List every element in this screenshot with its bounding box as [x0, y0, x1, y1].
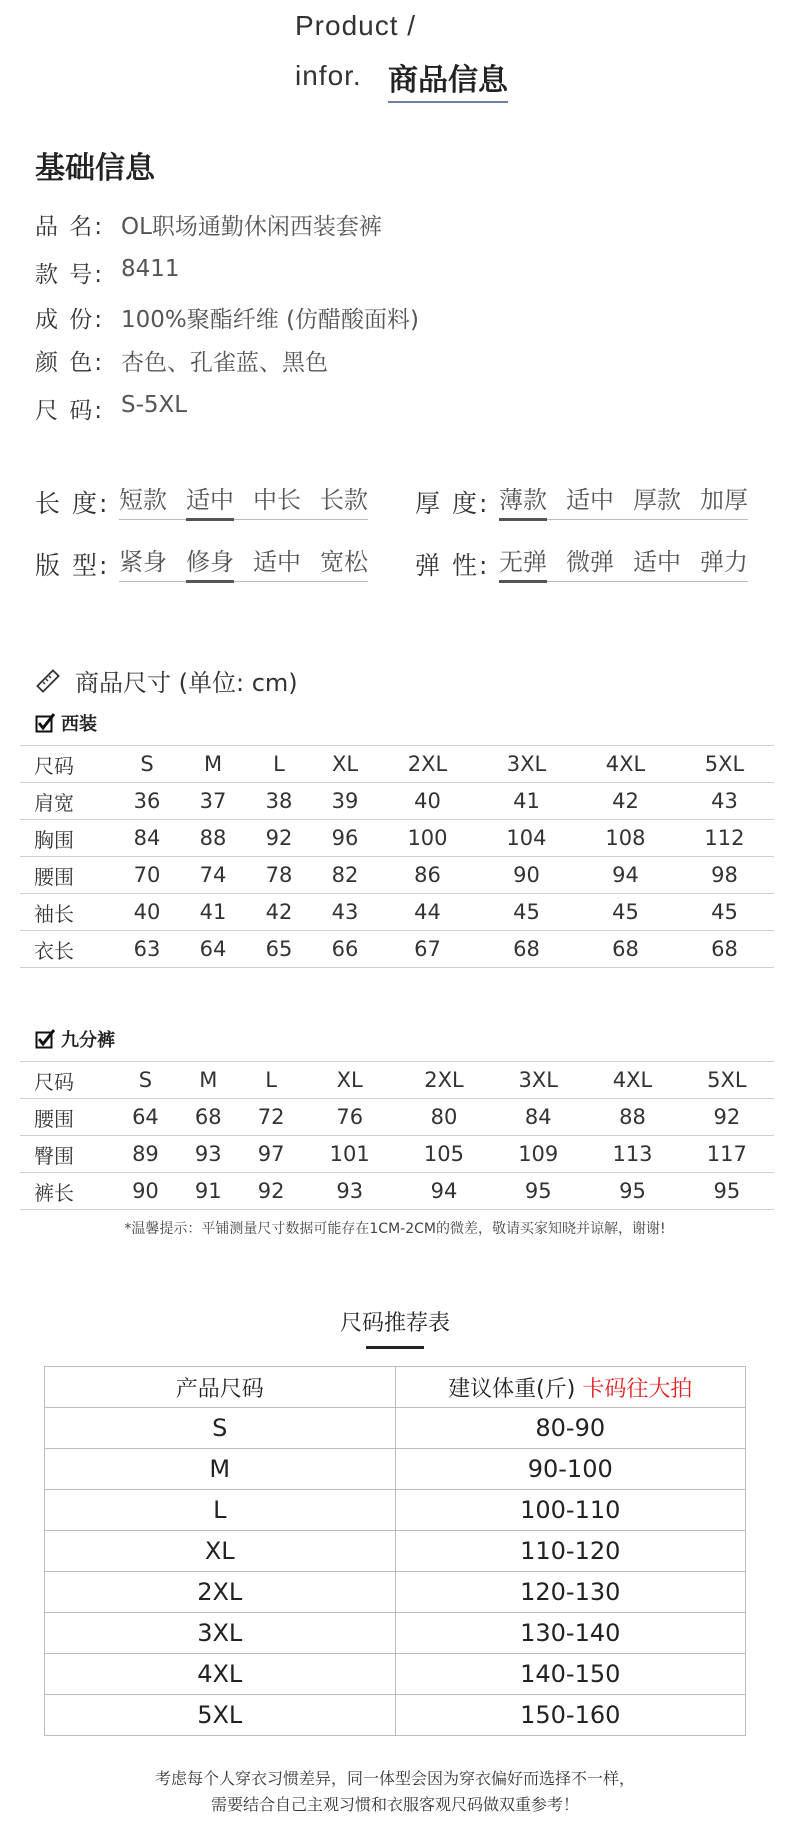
table-cell: L — [246, 746, 312, 783]
table-cell: S — [45, 1408, 396, 1449]
table-cell: 104 — [477, 820, 576, 857]
attr-option: 加厚 — [700, 486, 748, 514]
table-row — [45, 1654, 746, 1695]
table-cell: 100 — [378, 820, 477, 857]
table-cell: 78 — [246, 857, 312, 894]
table-cell: 66 — [312, 931, 378, 968]
table-cell: M — [45, 1449, 396, 1490]
attr-label: 长 度: — [35, 489, 110, 518]
header-title: 商品信息 — [388, 55, 508, 103]
table-cell: 68 — [576, 931, 675, 968]
table-row — [20, 820, 774, 857]
table-cell: 98 — [675, 857, 774, 894]
attr-option-selected: 修身 — [186, 542, 234, 577]
table-cell: L — [45, 1490, 396, 1531]
pants-title — [35, 1026, 115, 1052]
table-cell: 90 — [477, 857, 576, 894]
info-label: 颜 色: — [35, 350, 105, 376]
attr-option-selected: 无弹 — [499, 542, 547, 577]
table-header-weight — [395, 1367, 746, 1408]
table-cell: 2XL — [397, 1062, 491, 1099]
table-cell: 臀围 — [20, 1136, 114, 1173]
table-cell: 4XL — [585, 1062, 679, 1099]
table-cell: M — [180, 746, 246, 783]
table-row — [20, 783, 774, 820]
attr-option: 适中 — [566, 486, 614, 514]
table-cell: 43 — [675, 783, 774, 820]
size-section-title — [35, 663, 298, 698]
table-cell: 3XL — [45, 1613, 396, 1654]
attr-option: 适中 — [253, 548, 301, 576]
info-value: OL职场通勤休闲西装套裤 — [121, 214, 382, 240]
size-section-title-text: 商品尺寸 (单位: cm) — [75, 669, 298, 697]
table-cell: 40 — [378, 783, 477, 820]
attr-length — [35, 480, 368, 520]
table-row — [45, 1695, 746, 1736]
table-cell: 68 — [177, 1099, 240, 1136]
table-cell: 袖长 — [20, 894, 114, 931]
table-cell: L — [240, 1062, 303, 1099]
table-row — [20, 931, 774, 968]
table-cell: 88 — [585, 1099, 679, 1136]
table-cell: 95 — [585, 1173, 679, 1210]
table-cell: 70 — [114, 857, 180, 894]
table-cell: 97 — [240, 1136, 303, 1173]
table-cell: S — [114, 746, 180, 783]
info-row-style-no — [35, 256, 180, 289]
table-cell: 100-110 — [395, 1490, 746, 1531]
table-cell: S — [114, 1062, 177, 1099]
info-label: 尺 码: — [35, 398, 105, 424]
info-value: S-5XL — [121, 392, 188, 418]
recommend-table — [44, 1366, 746, 1736]
pants-title-text: 九分裤 — [61, 1030, 115, 1051]
info-row-size — [35, 392, 187, 425]
info-label: 款 号: — [35, 262, 105, 288]
table-cell: 2XL — [45, 1572, 396, 1613]
attr-option-selected: 薄款 — [499, 480, 547, 515]
table-cell: 45 — [675, 894, 774, 931]
basic-info-title: 基础信息 — [35, 151, 155, 186]
attr-label: 弹 性: — [415, 551, 490, 580]
table-cell: 腰围 — [20, 1099, 114, 1136]
attr-options — [119, 542, 368, 582]
table-cell: 衣长 — [20, 931, 114, 968]
table-cell: 72 — [240, 1099, 303, 1136]
table-row — [20, 1099, 774, 1136]
table-cell: 41 — [477, 783, 576, 820]
measurement-note: *温馨提示：平铺测量尺寸数据可能存在1CM-2CM的微差，敬请买家知晓并谅解，谢谢! — [124, 1221, 666, 1237]
table-cell: 113 — [585, 1136, 679, 1173]
attr-elasticity — [415, 542, 748, 582]
table-cell: XL — [45, 1531, 396, 1572]
table-cell: 95 — [680, 1173, 774, 1210]
info-row-material — [35, 301, 419, 334]
attr-option: 中长 — [253, 486, 301, 514]
table-cell: 45 — [477, 894, 576, 931]
table-row — [45, 1408, 746, 1449]
attr-options — [119, 480, 368, 520]
table-cell: 36 — [114, 783, 180, 820]
suit-title — [35, 710, 97, 736]
table-cell: 92 — [240, 1173, 303, 1210]
info-label: 成 份: — [35, 307, 105, 333]
table-cell: 2XL — [378, 746, 477, 783]
attr-fit — [35, 542, 368, 582]
table-cell: 93 — [177, 1136, 240, 1173]
table-cell: 84 — [114, 820, 180, 857]
table-cell: 110-120 — [395, 1531, 746, 1572]
attr-label: 厚 度: — [415, 489, 490, 518]
table-cell: 尺码 — [20, 1062, 114, 1099]
attr-option: 弹力 — [700, 548, 748, 576]
info-row-name — [35, 208, 382, 241]
header-english-line1: Product / — [295, 10, 417, 41]
table-cell: 尺码 — [20, 746, 114, 783]
table-cell: 82 — [312, 857, 378, 894]
table-cell: 150-160 — [395, 1695, 746, 1736]
table-cell: 105 — [397, 1136, 491, 1173]
table-cell: 101 — [303, 1136, 397, 1173]
table-header-row — [20, 1062, 774, 1099]
table-cell: 37 — [180, 783, 246, 820]
attr-option-selected: 适中 — [186, 480, 234, 515]
footer-line1: 考虑每个人穿衣习惯差异，同一体型会因为穿衣偏好而选择不一样， — [154, 1769, 635, 1788]
info-label: 品 名: — [35, 214, 105, 240]
table-cell: 67 — [378, 931, 477, 968]
table-row — [20, 1173, 774, 1210]
title-underline — [366, 1346, 424, 1349]
footer-line2: 需要结合自己主观习惯和衣服客观尺码做双重参考！ — [210, 1795, 579, 1814]
table-cell: 43 — [312, 894, 378, 931]
table-cell: 胸围 — [20, 820, 114, 857]
table-cell: 80 — [397, 1099, 491, 1136]
attr-thickness — [415, 480, 748, 520]
header-english-line2: infor. — [295, 60, 362, 91]
size-up-hint: 卡码往大拍 — [582, 1376, 693, 1402]
checkbox-checked-icon — [35, 1029, 55, 1049]
table-cell: 3XL — [491, 1062, 585, 1099]
pants-size-table — [20, 1061, 774, 1210]
table-cell: 腰围 — [20, 857, 114, 894]
table-cell: 5XL — [675, 746, 774, 783]
attr-option: 厚款 — [633, 486, 681, 514]
table-cell: 92 — [680, 1099, 774, 1136]
attr-label: 版 型: — [35, 551, 110, 580]
suit-size-table — [20, 745, 774, 968]
table-cell: 120-130 — [395, 1572, 746, 1613]
table-cell: 112 — [675, 820, 774, 857]
info-value: 100%聚酯纤维 (仿醋酸面料) — [121, 307, 420, 333]
table-cell: 94 — [397, 1173, 491, 1210]
table-cell: 76 — [303, 1099, 397, 1136]
table-cell: 41 — [180, 894, 246, 931]
table-row — [45, 1572, 746, 1613]
table-cell: 64 — [114, 1099, 177, 1136]
table-cell: 80-90 — [395, 1408, 746, 1449]
attr-option: 适中 — [633, 548, 681, 576]
table-cell: 4XL — [576, 746, 675, 783]
table-cell: 93 — [303, 1173, 397, 1210]
attr-option: 微弹 — [566, 548, 614, 576]
weight-header-text: 建议体重(斤) — [448, 1376, 576, 1402]
table-cell: 95 — [491, 1173, 585, 1210]
table-row — [20, 857, 774, 894]
table-cell: 5XL — [680, 1062, 774, 1099]
table-cell: 91 — [177, 1173, 240, 1210]
info-value: 杏色、孔雀蓝、黑色 — [121, 350, 328, 376]
table-cell: 90 — [114, 1173, 177, 1210]
table-row — [20, 1136, 774, 1173]
table-cell: 88 — [180, 820, 246, 857]
table-cell: 64 — [180, 931, 246, 968]
table-cell: 42 — [576, 783, 675, 820]
attr-option: 紧身 — [119, 548, 167, 576]
table-cell: 130-140 — [395, 1613, 746, 1654]
attr-options — [499, 480, 748, 520]
table-cell: M — [177, 1062, 240, 1099]
table-cell: 117 — [680, 1136, 774, 1173]
table-cell: 92 — [246, 820, 312, 857]
table-cell: 84 — [491, 1099, 585, 1136]
table-cell: 68 — [477, 931, 576, 968]
table-cell: 39 — [312, 783, 378, 820]
table-cell: 3XL — [477, 746, 576, 783]
attr-option: 宽松 — [320, 548, 368, 576]
info-row-color — [35, 344, 328, 377]
table-cell: 109 — [491, 1136, 585, 1173]
checkbox-checked-icon — [35, 713, 55, 733]
table-cell: 96 — [312, 820, 378, 857]
table-cell: 89 — [114, 1136, 177, 1173]
table-header-row — [45, 1367, 746, 1408]
table-cell: 140-150 — [395, 1654, 746, 1695]
attr-options — [499, 542, 748, 582]
info-value: 8411 — [121, 256, 180, 282]
table-cell: XL — [303, 1062, 397, 1099]
table-cell: 肩宽 — [20, 783, 114, 820]
table-cell: 45 — [576, 894, 675, 931]
suit-title-text: 西装 — [61, 714, 97, 735]
recommend-title: 尺码推荐表 — [339, 1311, 450, 1336]
table-header-size: 产品尺码 — [45, 1367, 396, 1408]
table-row — [20, 894, 774, 931]
table-cell: 裤长 — [20, 1173, 114, 1210]
table-cell: 38 — [246, 783, 312, 820]
table-cell: 42 — [246, 894, 312, 931]
table-cell: 4XL — [45, 1654, 396, 1695]
ruler-icon — [35, 668, 61, 694]
table-cell: 108 — [576, 820, 675, 857]
table-cell: 68 — [675, 931, 774, 968]
table-header-row — [20, 746, 774, 783]
table-cell: 90-100 — [395, 1449, 746, 1490]
table-row — [45, 1490, 746, 1531]
table-cell: XL — [312, 746, 378, 783]
table-cell: 5XL — [45, 1695, 396, 1736]
table-row — [45, 1531, 746, 1572]
table-row — [45, 1613, 746, 1654]
table-cell: 86 — [378, 857, 477, 894]
table-cell: 74 — [180, 857, 246, 894]
table-cell: 94 — [576, 857, 675, 894]
table-cell: 44 — [378, 894, 477, 931]
table-cell: 65 — [246, 931, 312, 968]
table-cell: 40 — [114, 894, 180, 931]
table-cell: 63 — [114, 931, 180, 968]
attr-option: 长款 — [320, 486, 368, 514]
table-row — [45, 1449, 746, 1490]
attr-option: 短款 — [119, 486, 167, 514]
